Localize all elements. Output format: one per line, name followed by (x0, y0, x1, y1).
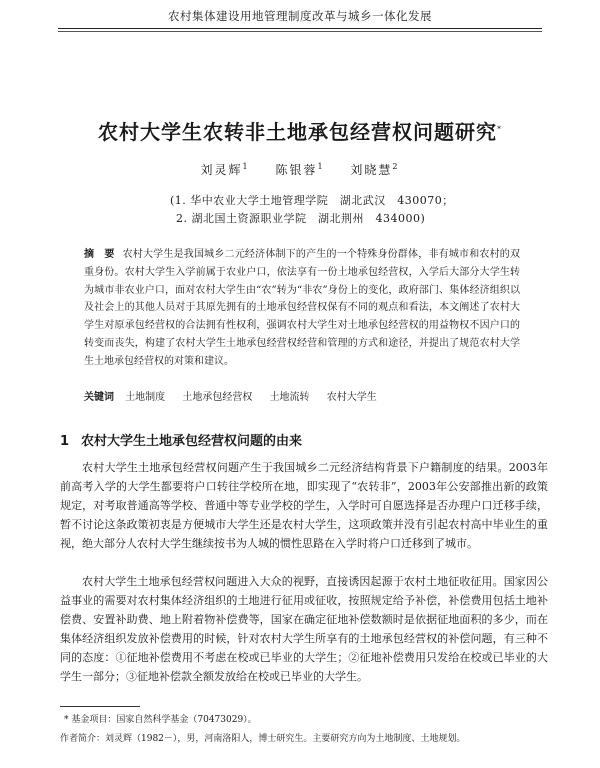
header-rule-thin (58, 31, 542, 32)
affiliation-1: (1. 华中农业大学土地管理学院 湖北武汉 430070； (170, 194, 454, 207)
affiliation-2: 2. 湖北国土资源职业学院 湖北荆州 434000) (176, 212, 426, 225)
author-1 (201, 163, 250, 177)
abstract-text: 农村大学生是我国城乡二元经济体制下的产生的一个特殊身份群体，非有城市和农村的双重身份。农村大学生入学前属于农业户口，依法享有一份土地承包经营权，入学后大部分大学生转为城市非农业户口，面对农村大学生由“农”转为“非农”身份上的变化，政府部门、集体经济组织以及社会上的其他人员对于其原先拥有的土地承包经营权保有不同的观点和看法，本文阐述了农村大学生对原承包经营权的合法拥有性权利，强调农村大学生对土地承包经营权的用益物权不因户口的转变而丧失，构建了农村大学生土地承包经营权经营和管理的方式和途径，并提出了规范农村大学生土地承包经营权的对策和建议。 (84, 249, 521, 367)
author-1-name: 刘灵辉 (200, 163, 243, 177)
keywords (84, 388, 520, 403)
author-2-affil-mark: 1 (317, 162, 325, 171)
section-number: 1 (60, 434, 70, 449)
author-list (40, 161, 560, 178)
paper-title (40, 116, 560, 145)
footnote-author-bio: 作者简介：刘灵辉（1982－），男，河南洛阳人，博士研究生。主要研究方向为土地制度、土地规划。 (60, 734, 466, 744)
running-header: 农村集体建设用地管理制度改革与城乡一体化发展 (168, 9, 432, 23)
header-rule (58, 28, 542, 29)
footnote-funding: * 基金项目：国家自然科学基金（70473029）。 (64, 715, 257, 725)
author-3-affil-mark: 2 (392, 162, 400, 171)
author-1-affil-mark: 1 (242, 162, 250, 171)
keyword-item: 土地流转 (269, 392, 310, 403)
keyword-item: 土地制度 (125, 392, 166, 403)
author-3-name: 刘晓慧 (350, 163, 393, 177)
body-paragraph-2: 农村大学生土地承包经营权问题进入大众的视野，直接诱因起源于农村土地征收征用。国家因公益事业的需要对农村集体经济组织的土地进行征用或征收，按照规定给予补偿，补偿费用包括土地补偿费、安置补助费、地上附着物补偿费等，国家在确定征地补偿数额时是依据征地面积的多少，而在集体经济组织发放补偿费用的时候，针对农村大学生所享有的土地承包经营权的补偿问题，有三种不同的态度：①征地补偿费用不考虑在校或已毕业的大学生；②征地补偿费用只发给在校或已毕业的大学生一部分；③征地补偿款全额发放给在校或已毕业的大学生。 (60, 575, 548, 683)
abstract-label: 摘 要 (84, 249, 115, 260)
keyword-item: 农村大学生 (326, 392, 377, 403)
title-text: 农村大学生农转非土地承包经营权问题研究 (98, 120, 497, 144)
section-heading (60, 430, 540, 449)
section-title: 农村大学生土地承包经营权问题的由来 (81, 434, 303, 449)
author-2 (275, 163, 324, 177)
body-paragraph-1: 农村大学生土地承包经营权问题产生于我国城乡二元经济结构背景下户籍制度的结果。2003年前高考入学的大学生都要将户口转往学校所在地，即实现了“农转非”，2003年公安部推出新的政策规定，对考取普通高等学校、普通中等专业学校的学生，入学时可自愿选择是否办理户口迁移手续，暂不讨论这条政策初衷是方便城市大学生还是农村大学生，这项政策并没有引起农村高中毕业生的重视，绝大部分人农村大学生继续按书为人城的惯性思路在入学时将户口迁移到了城市。 (60, 461, 548, 550)
keyword-item: 土地承包经营权 (182, 392, 253, 403)
abstract (84, 246, 520, 371)
author-3 (350, 163, 399, 177)
title-footnote-mark: * (497, 124, 502, 134)
keywords-label: 关键词 (84, 392, 114, 403)
footnote-rule (60, 706, 140, 707)
author-2-name: 陈银蓉 (275, 163, 318, 177)
